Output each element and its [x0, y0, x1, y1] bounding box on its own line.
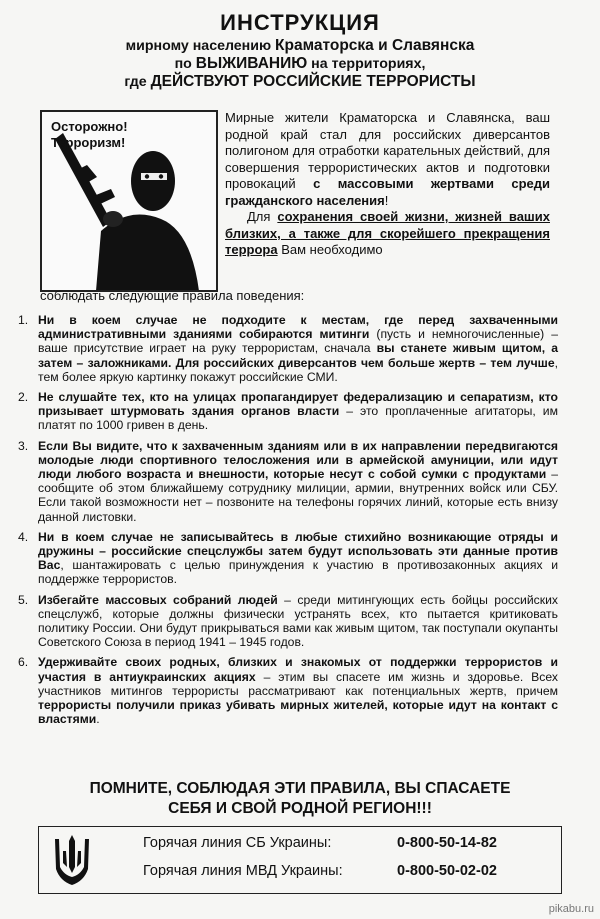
intro-text-end: ! — [384, 192, 389, 208]
site-watermark: pikabu.ru — [548, 903, 594, 915]
rule-text: (пусть и немногочисленные) – ваше присутствие играет на руку террористам, сначала — [38, 327, 558, 356]
hotline-mvd — [143, 863, 553, 879]
subtitle-line-1 — [60, 37, 540, 55]
rule-item — [18, 313, 558, 384]
rule-number: 6. — [18, 655, 29, 670]
rule-item — [18, 655, 558, 726]
rule-item — [18, 439, 558, 524]
intro-text — [225, 110, 550, 259]
intro-text: Вам необходимо — [277, 242, 383, 257]
page-subtitle — [60, 37, 540, 91]
hotline-number[interactable]: 0-800-50-02-02 — [397, 863, 497, 879]
rule-number: 1. — [18, 313, 29, 327]
rule-text: – сообщите об этом ближайшему сотруднику милиции, армии, внутренних войск или СБУ. Если такой возможности нет – позвоните на телефоны горячих линий, которые есть внизу данной листовки. — [38, 467, 558, 524]
intro-paragraph-1: Мирные жители Краматорска и Славянска, ваш родной край стал для российских диверсантов полигоном для отработки карательных действий, для совершения террористических актов и подготовки провокаций — [225, 110, 550, 191]
subtitle-emphasis: Краматорска и Славянска — [275, 37, 475, 54]
hotline-label: Горячая линия МВД Украины: — [143, 863, 343, 879]
intro-text: Для — [247, 209, 278, 224]
rule-emphasis: Удерживайте своих родных, близких и знакомых от поддержки террористов и участия в антиукраинских акциях — [38, 655, 558, 684]
rule-text: , тем более яркую картинку покажут российские СМИ. — [38, 355, 558, 384]
rule-emphasis: Не слушайте тех, кто на улицах пропагандирует федерализацию и сепаратизм, кто призывает штурмовать здания органов власти — [38, 390, 558, 419]
intro-continuation: соблюдать следующие правила поведения: — [40, 288, 305, 303]
intro-emphasis: с массовыми жертвами среди гражданского населения — [225, 176, 551, 208]
rule-emphasis: Избегайте массовых собраний людей — [38, 592, 278, 607]
trident-icon — [52, 833, 92, 887]
hotline-label: Горячая линия СБ Украины: — [143, 835, 332, 851]
subtitle-line-2 — [60, 55, 540, 73]
warning-caption-line: Осторожно! — [51, 119, 128, 134]
hotline-box — [38, 826, 562, 894]
rule-text: – среди митингующих есть бойцы российских спецслужб, которые должны физически устранять всех, кто пытается критиковать политику России. Они будут прикрываться вами как живым щитом, так поступали окупанты Советского Союза в период 1941 – 1945 годов. — [38, 592, 558, 650]
intro-underlined: сохранения своей жизни, жизней ваших близких, а также для скорейшего прекращения террора — [225, 209, 550, 257]
rule-emphasis: Ни в коем случае не записывайтесь в любые стихийно возникающие отряды и дружины – российские спецслужбы затем будут использовать эти данные против Вас — [38, 529, 558, 573]
hotline-sbu — [143, 835, 553, 851]
rule-text: – это проплаченные агитаторы, им платят по 1000 гривен в день. — [38, 404, 558, 433]
subtitle-text: где — [124, 74, 151, 90]
hotline-number[interactable]: 0-800-50-14-82 — [397, 835, 497, 851]
closing-appeal — [30, 779, 570, 819]
intro-paragraph-2 — [225, 209, 550, 259]
subtitle-text: по — [174, 56, 196, 72]
rule-number: 5. — [18, 592, 29, 607]
rule-item — [18, 593, 558, 650]
warning-caption-line: Терроризм! — [51, 135, 126, 150]
rule-item — [18, 390, 558, 433]
warning-figure — [40, 110, 218, 292]
rule-emphasis: террористы получили приказ убивать мирных жителей, которые идут на контакт с властями — [38, 698, 558, 727]
rule-text: – этим вы спасете им жизнь и здоровье. Всех участников митингов террористы рассматривают как потенциальных жертв, причем — [38, 669, 558, 698]
closing-appeal-line: ПОМНИТЕ, СОБЛЮДАЯ ЭТИ ПРАВИЛА, ВЫ СПАСАЕТЕ — [89, 780, 511, 797]
rule-emphasis: вы станете живым щитом, а затем – заложниками. Для российских диверсантов чем больше жертв – тем лучше — [38, 341, 559, 370]
warning-caption — [51, 119, 131, 151]
subtitle-emphasis: ДЕЙСТВУЮТ РОССИЙСКИЕ ТЕРРОРИСТЫ — [150, 73, 476, 90]
rule-emphasis: Ни в коем случае не подходите к местам, где перед захваченными административными зданиями собираются митинги — [38, 313, 558, 342]
subtitle-line-3 — [60, 73, 540, 91]
subtitle-text: на территориях, — [307, 56, 426, 72]
rule-text: , шантажировать с целью принуждения к участию в противозаконных акциях и поддержке террористов. — [38, 558, 558, 587]
rule-text: . — [96, 712, 100, 727]
closing-appeal-line: СЕБЯ И СВОЙ РОДНОЙ РЕГИОН!!! — [168, 800, 432, 817]
rule-number: 3. — [18, 438, 29, 453]
rules-list — [18, 313, 558, 732]
subtitle-emphasis: ВЫЖИВАНИЮ — [195, 55, 308, 72]
rule-item — [18, 530, 558, 587]
page-title: ИНСТРУКЦИЯ — [220, 10, 380, 35]
subtitle-text: мирному населению — [125, 38, 276, 54]
rule-emphasis: Если Вы видите, что к захваченным зданиям или в их направлении передвигаются молодые люди спортивного телосложения или в армейской амуниции, или идут люди любого возраста и внешности, которые несут с собой сумки с продуктами — [38, 438, 558, 482]
rule-number: 2. — [18, 390, 29, 405]
rule-number: 4. — [18, 529, 29, 544]
